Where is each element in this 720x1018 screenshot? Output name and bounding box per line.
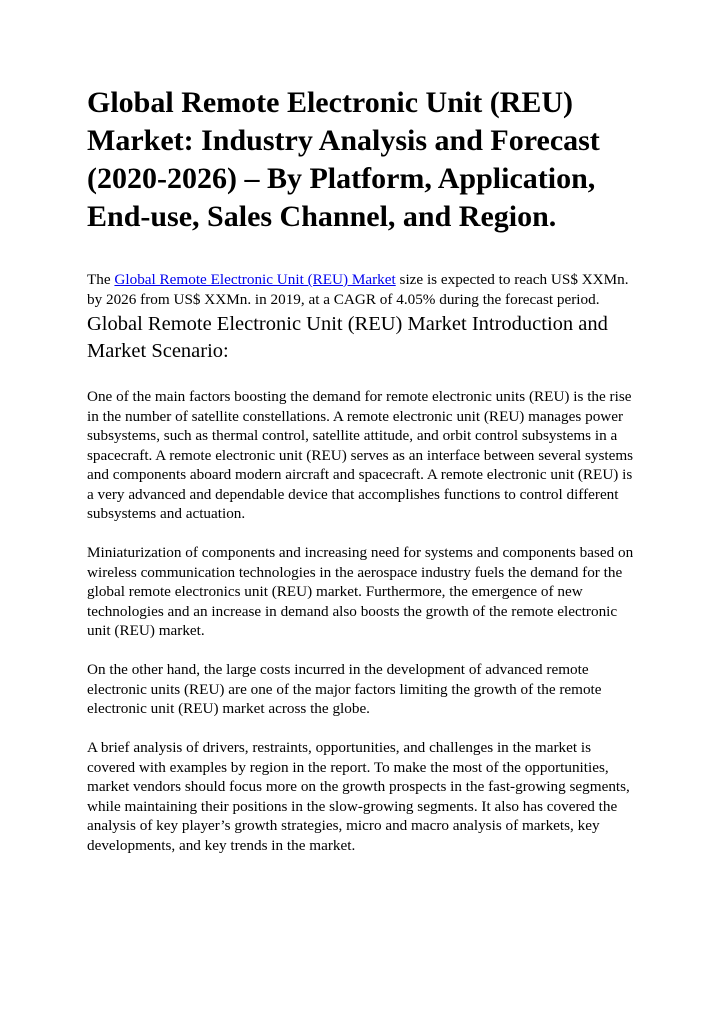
body-paragraph: On the other hand, the large costs incurred in the development of advanced remote electronic units (REU) are one of the major factors limiting the growth of the remote electronic unit (REU) market across the globe.	[87, 661, 602, 717]
market-report-link[interactable]: Global Remote Electronic Unit (REU) Market	[114, 271, 396, 288]
intro-suffix: size is expected to reach US$ XXMn. by 2026 from US$ XXMn. in 2019, at a CAGR of 4.05% during the forecast period.	[87, 271, 629, 308]
intro-prefix: The	[87, 271, 115, 288]
body-paragraph: Miniaturization of components and increasing need for systems and components based on wireless communication technologies in the aerospace industry fuels the demand for the global remote electronics unit (REU) market. Furthermore, the emergence of new technologies and an increase in demand also boosts the growth of the remote electronic unit (REU) market.	[87, 544, 634, 639]
document-page	[87, 84, 635, 855]
body-paragraph: One of the main factors boosting the demand for remote electronic units (REU) is the rise in the number of satellite constellations. A remote electronic unit (REU) manages power subsystems, such as thermal control, satellite attitude, and orbit control subsystems in a spacecraft. A remote electronic unit (REU) serves as an interface between several systems and components aboard modern aircraft and spacecraft. A remote electronic unit (REU) is a very advanced and dependable device that accomplishes functions to control different subsystems and actuation.	[87, 388, 634, 522]
section-heading: Global Remote Electronic Unit (REU) Market Introduction and Market Scenario:	[87, 313, 608, 362]
body-paragraph: A brief analysis of drivers, restraints, opportunities, and challenges in the market is covered with examples by region in the report. To make the most of the opportunities, market vendors should focus more on the growth prospects in the fast-growing segments, while maintaining their positions in the slow-growing segments. It also has covered the analysis of key player’s growth strategies, micro and macro analysis of markets, key developments, and key trends in the market.	[87, 739, 630, 854]
document-title: Global Remote Electronic Unit (REU) Market: Industry Analysis and Forecast (2020-2026) – By Platform, Application, End-use, Sales Channel, and Region.	[87, 86, 600, 233]
intro-paragraph	[87, 270, 635, 309]
